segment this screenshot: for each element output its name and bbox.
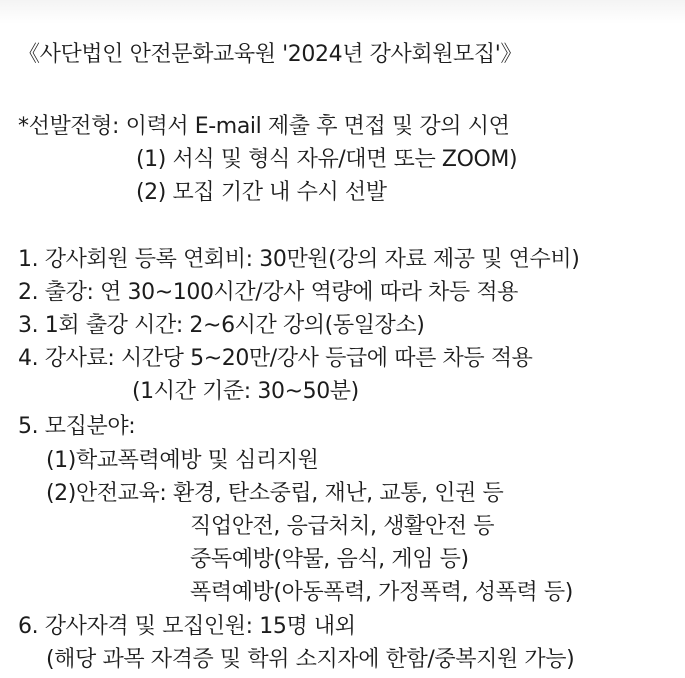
selection-heading: *선발전형: 이력서 E-mail 제출 후 면접 및 강의 시연: [18, 114, 510, 139]
item-5: 5. 모집분야:: [18, 414, 136, 439]
item-5-sub-2: (2)안전교육: 환경, 탄소중립, 재난, 교통, 인권 등: [46, 481, 504, 506]
notice-title: 《사단법인 안전문화교육원 '2024년 강사회원모집'》: [18, 42, 523, 67]
item-5-sub-1: (1)학교폭력예방 및 심리지원: [46, 448, 319, 473]
item-5-sub-2-line-3: 중독예방(약물, 음식, 게임 등): [190, 547, 469, 572]
selection-sub-1: (1) 서식 및 형식 자유/대면 또는 ZOOM): [136, 147, 518, 172]
item-3: 3. 1회 출강 시간: 2~6시간 강의(동일장소): [18, 313, 425, 338]
selection-sub-2: (2) 모집 기간 내 수시 선발: [136, 180, 387, 205]
item-6: 6. 강사자격 및 모집인원: 15명 내외: [18, 614, 356, 639]
item-6-note: (해당 과목 자격증 및 학위 소지자에 한함/중복지원 가능): [46, 647, 575, 672]
item-4-note: (1시간 기준: 30~50분): [132, 379, 359, 404]
item-5-sub-2-line-4: 폭력예방(아동폭력, 가정폭력, 성폭력 등): [190, 580, 573, 605]
item-1: 1. 강사회원 등록 연회비: 30만원(강의 자료 제공 및 연수비): [18, 247, 580, 272]
item-5-sub-2-line-2: 직업안전, 응급처치, 생활안전 등: [190, 514, 495, 539]
item-2: 2. 출강: 연 30~100시간/강사 역량에 따라 차등 적용: [18, 280, 519, 305]
item-4: 4. 강사료: 시간당 5~20만/강사 등급에 따른 차등 적용: [18, 346, 533, 371]
